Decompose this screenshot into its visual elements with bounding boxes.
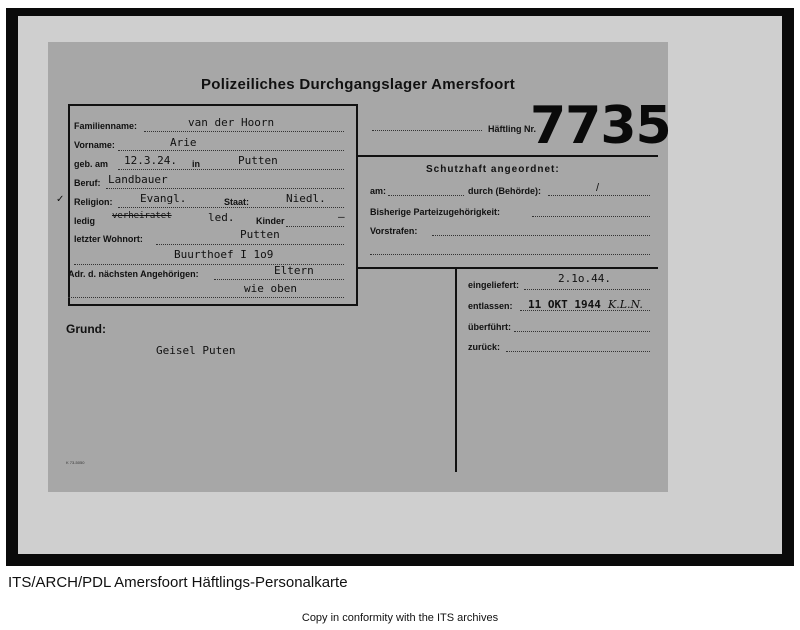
religion-label: Religion:: [74, 197, 113, 207]
archive-footer: Copy in conformity with the ITS archives: [301, 612, 499, 624]
zurueck-label: zurück:: [468, 342, 501, 352]
partei-label: Bisherige Parteizugehörigkeit:: [370, 207, 501, 217]
angehoerige-value-1: Eltern: [274, 264, 314, 277]
geb-datum-value: 12.3.24.: [124, 154, 177, 167]
ueberfuehrt-label: überführt:: [468, 322, 511, 332]
in-label: in: [192, 159, 200, 169]
schutzhaft-label: Schutzhaft angeordnet:: [426, 164, 560, 175]
vorname-label: Vorname:: [74, 140, 115, 150]
vorstrafen-label: Vorstrafen:: [370, 226, 418, 236]
wohnort-value: Putten: [240, 228, 280, 241]
vorname-value: Arie: [170, 136, 197, 149]
staat-value: Niedl.: [286, 192, 326, 205]
geb-ort-value: Putten: [238, 154, 278, 167]
haeftling-label: Häftling Nr.: [488, 124, 537, 134]
slash-mark-icon: /: [596, 182, 600, 194]
entlassen-stamp: 11 OKT 1944: [528, 298, 601, 311]
adresse-value: Buurthoef I 1o9: [174, 248, 274, 261]
checkmark-icon: ✓: [56, 194, 65, 205]
haeftling-number: 7735: [530, 96, 671, 156]
familienname-value: van der Hoorn: [188, 116, 275, 129]
ledig-value: led.: [208, 211, 235, 224]
geb-label: geb. am: [74, 159, 109, 169]
entlassen-note: K.L.N.: [608, 298, 643, 311]
form-code: K 73-5050: [66, 460, 85, 465]
familienname-label: Familienname:: [74, 121, 138, 131]
entlassen-label: entlassen:: [468, 301, 513, 311]
beruf-value: Landbauer: [108, 173, 168, 186]
kinder-label: Kinder: [256, 216, 285, 226]
beruf-label: Beruf:: [74, 178, 101, 188]
am-label: am:: [370, 186, 387, 196]
archive-caption: ITS/ARCH/PDL Amersfoort Häftlings-Personalkarte: [8, 574, 348, 591]
durch-label: durch (Behörde):: [468, 186, 541, 196]
card-title: Polizeiliches Durchgangslager Amersfoort: [200, 76, 516, 93]
angehoerige-value-2: wie oben: [244, 282, 297, 295]
wohnort-label: letzter Wohnort:: [74, 234, 143, 244]
eingeliefert-value: 2.1o.44.: [558, 272, 611, 285]
religion-value: Evangl.: [140, 192, 187, 205]
grund-value: Geisel Puten: [156, 344, 236, 357]
kinder-value: –: [338, 210, 345, 223]
angehoerige-label: Adr. d. nächsten Angehörigen:: [68, 269, 199, 279]
eingeliefert-label: eingeliefert:: [468, 280, 520, 290]
prisoner-card: [48, 42, 671, 492]
ledig-label: ledig: [74, 216, 96, 226]
staat-label: Staat:: [224, 197, 250, 207]
grund-label: Grund:: [66, 322, 106, 336]
ledig-struck: verheiratet: [112, 211, 172, 221]
